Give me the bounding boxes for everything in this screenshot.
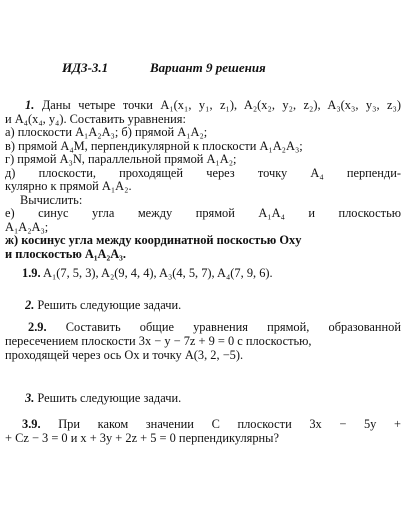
task3-9-number: 3.9. [22,417,41,431]
task1-line-8: Вычислить: [20,193,83,207]
task2-9-line-3: проходящей через ось Ox и точку A(3, 2, −5). [5,348,244,362]
task1-line-4: в) прямой A₄M, перпендикулярной к плоскости A₁A₂A₃; [5,139,303,153]
task2-9-line-2: пересечением плоскости 3x − y − 7z + 9 = 0 с плоскостью, [5,334,312,348]
task1-line-7: кулярно к прямой A₁A₂. [5,179,132,193]
section3-heading: 3. Решить следующие задачи. [25,391,182,405]
variant-number: 1.9. [22,266,41,280]
doc-code: ИДЗ-3.1 [62,60,109,75]
task1-line-2: и A₄(x₄, y₄). Составить уравнения: [5,112,186,126]
task1-number: 1. [25,98,35,112]
variant-points: A₁(7, 5, 3), A₂(9, 4, 4), A₃(4, 5, 7), A₄(7, 9, 6). [43,266,273,280]
task1-line-9: е) синус угла между прямой A₁A₄ и плоскостью [5,206,401,220]
doc-variant: Вариант 9 решения [150,60,266,75]
task1-line-11: ж) косинус угла между координатной поскостью Oxy [5,233,302,247]
task2-9-line-1: 2.9. Составить общие уравнения прямой, образованной [28,320,401,334]
task1-line-10: A₁A₂A₃; [5,220,49,234]
task2-9-number: 2.9. [28,320,47,334]
task1-line-3: а) плоскости A₁A₂A₃; б) прямой A₁A₂; [5,125,208,139]
task1-line-1: 1. Даны четыре точки A₁(x₁, y₁, z₁), A₂(x₂, y₂, z₂), A₃(x₃, y₃, z₃) [25,98,401,112]
task1-line-5: г) прямой A₃N, параллельной прямой A₁A₂; [5,152,237,166]
variant-points-line [22,266,392,280]
task1-line-6: д) плоскости, проходящей через точку A₄ перпенди- [5,166,401,180]
task3-9-line-1: 3.9. При каком значении C плоскости 3x − 5y + [22,417,401,431]
task1-line-12: и плоскостью A₁A₂A₃. [5,247,126,261]
section2-heading: 2. Решить следующие задачи. [25,298,182,312]
task3-9-line-2: + Cz − 3 = 0 и x + 3y + 2z + 5 = 0 перпендикулярны? [5,431,279,445]
